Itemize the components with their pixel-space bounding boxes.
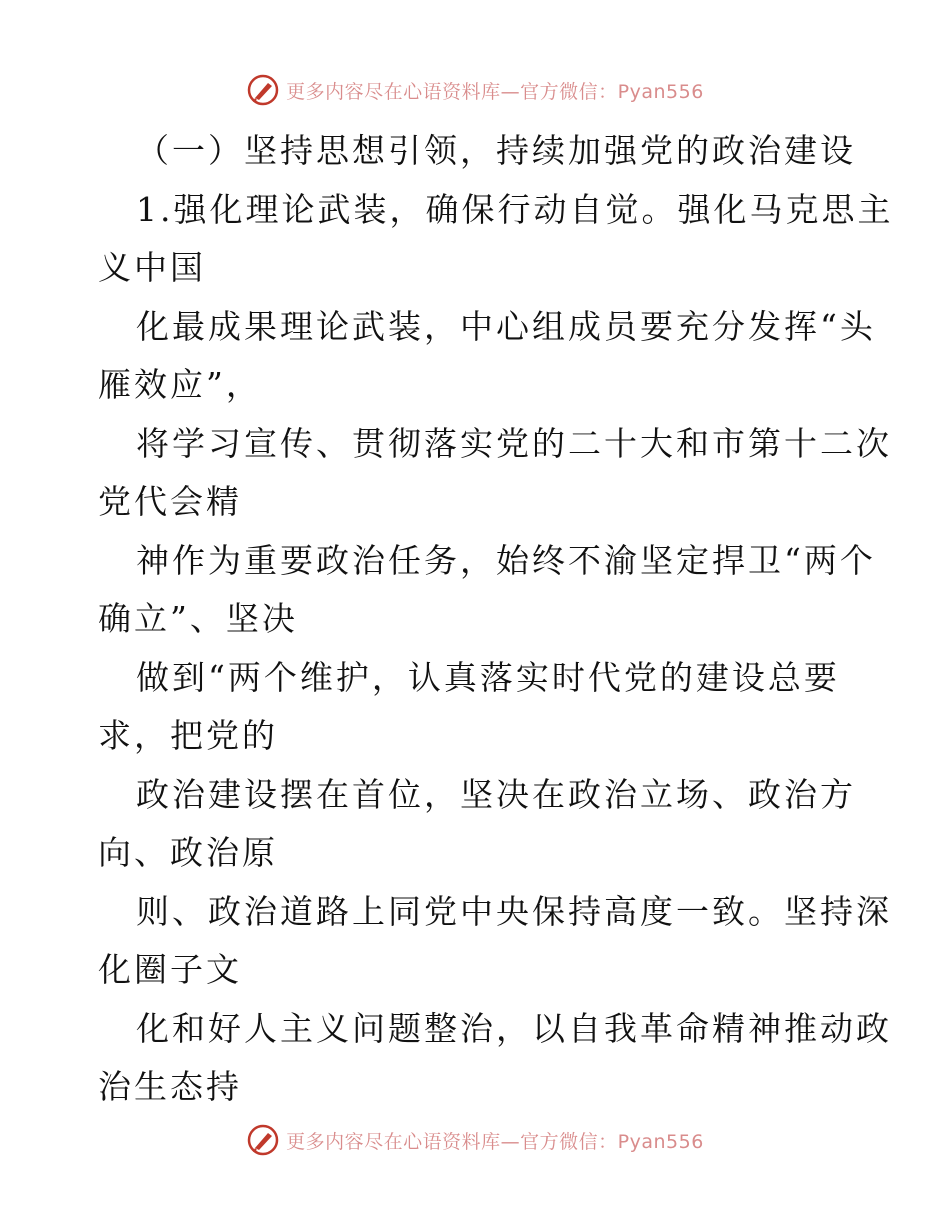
header-watermark [0,70,950,110]
document-body [98,122,894,1117]
text-line: 雁效应”， [98,365,262,404]
text-line: 义中国 [98,248,206,287]
text-line: 确立”、坚决 [98,599,298,638]
text-line: 化最成果理论武装，中心组成员要充分发挥“头 [136,306,876,346]
text-line: 做到“两个维护，认真落实时代党的建设总要 [136,657,840,697]
footer-watermark [0,1120,950,1160]
text-line: 求，把党的 [98,716,278,755]
text-line: 1.强化理论武装，确保行动自觉。强化马克思主 [136,189,894,229]
watermark-text: 更多内容尽在心语资料库—官方微信：Pyan556 [286,80,704,103]
text-line: 神作为重要政治任务，始终不渝坚定捍卫“两个 [136,540,876,580]
text-line: 治生态持 [98,1067,242,1106]
text-line: 政治建设摆在首位，坚决在政治立场、政治方 [136,774,856,814]
text-line: 党代会精 [98,482,242,521]
text-line: 则、政治道路上同党中央保持高度一致。坚持深 [136,891,892,931]
text-line: 化和好人主义问题整治，以自我革命精神推动政 [136,1008,892,1048]
text-line: 化圈子文 [98,950,242,989]
text-line: （一）坚持思想引领，持续加强党的政治建设 [136,131,856,170]
text-line: 将学习宣传、贯彻落实党的二十大和市第十二次 [136,423,892,463]
pen-nib-circle-icon [246,73,280,107]
pen-nib-circle-icon [246,1123,280,1157]
text-line: 向、政治原 [98,833,278,872]
watermark-text: 更多内容尽在心语资料库—官方微信：Pyan556 [286,1130,704,1153]
